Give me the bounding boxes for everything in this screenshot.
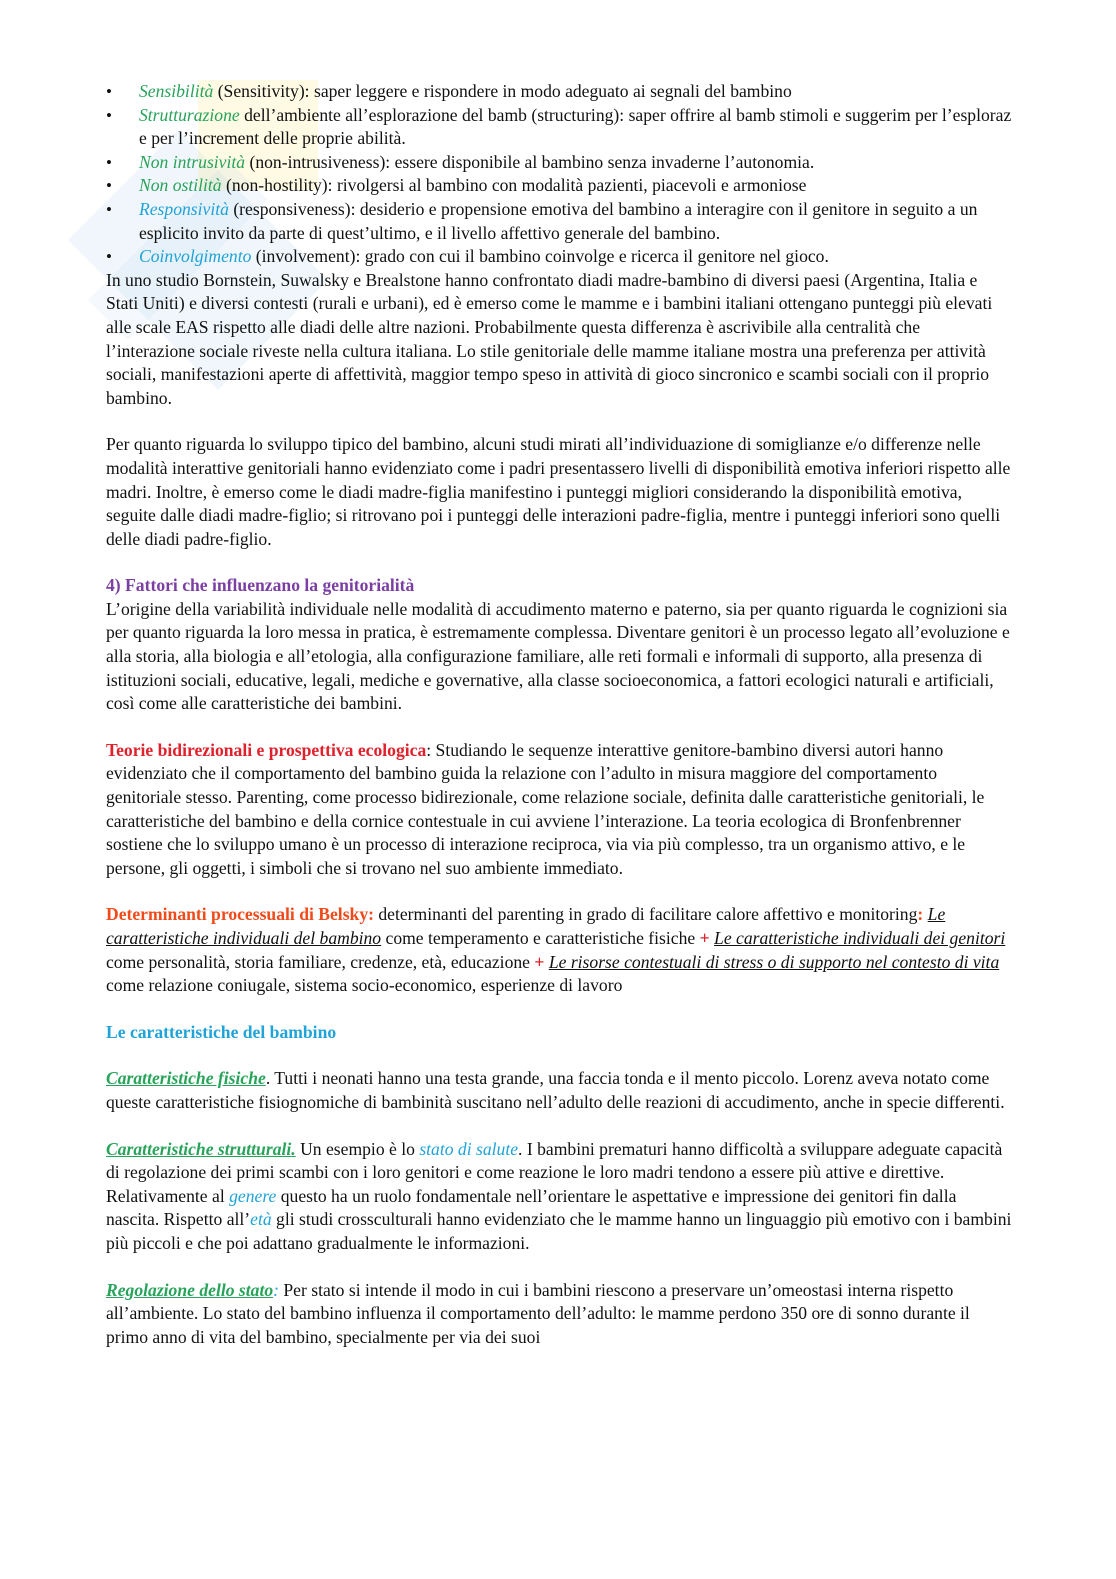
inline-heading: Teorie bidirezionali e prospettiva ecologica [106, 739, 427, 760]
paragraph-study: In uno studio Bornstein, Suwalsky e Brealstone hanno confrontato diadi madre-bambino di diversi paesi (Argentina, Italia e Stati Uniti) e diversi contesti (rurali e urbani), ed è emerso come le mamme e i bambini italiani ottengano punteggi più elevati alle scale EAS rispetto alle diadi delle altre nazioni. Probabilmente questa differenza è ascrivibile alla centralità che l’interazione sociale riveste nella cultura italiana. Lo stile genitoriale delle mamme italiane mostra una preferenza per attività sociali, manifestazioni aperte di affettività, maggior tempo speso in attività di gioco sincronico e scambi sociali con il proprio bambino. [106, 269, 993, 408]
list-item: • Coinvolgimento (involvement): grado con cui il bambino coinvolge e ricerca il genitore nel gioco. [106, 245, 1012, 269]
list-item: • Non intrusività (non-intrusiveness): essere disponibile al bambino senza invaderne l’autonomia. [106, 151, 1012, 175]
inline-heading: Regolazione dello stato [106, 1279, 274, 1300]
term: Non ostilità [139, 175, 222, 196]
paragraph-fisiche: Caratteristiche fisiche. Tutti i neonati hanno una testa grande, una faccia tonda e il mento piccolo. Lorenz aveva notato come queste caratteristiche fisiognomiche di bambinità suscitano nell’adulto delle reazioni di accudimento, anche in specie differenti. [106, 1068, 1005, 1112]
paragraph-development: Per quanto riguarda lo sviluppo tipico del bambino, alcuni studi mirati all’individuazione di somiglianze e/o differenze nelle modalità interattive genitoriali hanno evidenziato come i padri presentassero livelli di disponibilità emotiva inferiori rispetto alle madri. Inoltre, è emerso come le diadi madre-figlia manifestino i punteggi migliori considerando la disponibilità emotiva, seguite dalle diadi madre-figlio; si ritrovano poi i punteggi delle interazioni padre-figlia, mentre i punteggi inferiori sono quelli delle diadi padre-figlio. [106, 434, 1011, 549]
list-item: • Sensibilità (Sensitivity): saper leggere e rispondere in modo adeguato ai segnali del bambino [106, 80, 1012, 104]
paragraph-strutturali: Caratteristiche strutturali. Un esempio è lo stato di salute. I bambini prematuri hanno difficoltà a sviluppare adeguate capacità di regolazione dei primi scambi con i loro genitori e come reazione le loro madri tendono a essere più attive e direttive. Relativamente al genere questo ha un ruolo fondamentale nell’orientare le aspettative e impressione dei genitori fin dalla nascita. Rispetto all’età gli studi crossculturali hanno evidenziato che le mamme hanno un linguaggio più emotivo con i bambini più piccoli e che poi adattano gradualmente le informazioni. [106, 1138, 1012, 1253]
paragraph-belsky: Determinanti processuali di Belsky: determinanti del parenting in grado di facilitare calore affettivo e monitoring: Le caratteristiche individuali del bambino come temperamento e caratteristiche fisiche + Le caratteristiche individuali dei genitori come personalità, storia familiare, credenze, età, educazione + Le risorse contestuali di stress o di supporto nel contesto di vita come relazione coniugale, sistema socio-economico, esperienze di lavoro [106, 904, 1006, 996]
term: Sensibilità [139, 81, 214, 101]
plus-sign: + [699, 928, 710, 948]
keyword: stato di salute [419, 1138, 519, 1159]
paragraph-teorie: Teorie bidirezionali e prospettiva ecologica: Studiando le sequenze interattive genitore-bambino diversi autori hanno evidenziato che il comportamento del bambino guida la relazione con l’adulto in misura maggiore del comportamento genitoriale stesso. Parenting, come processo bidirezionale, come relazione sociale, definita dalle caratteristiche genitoriali, le caratteristiche del bambino e della cornice contestuale in cui avviene l’interazione. La teoria ecologica di Bronfenbrenner sostiene che lo sviluppo umano è un processo di interazione reciproca, via via più complesso, tra un organismo attivo, e le persone, gli oggetti, i simboli che si trovano nel suo ambiente immediato. [106, 739, 985, 878]
document-page [106, 80, 1012, 1349]
term: Responsività [139, 198, 229, 219]
term: Coinvolgimento [139, 246, 252, 267]
list-item: • Responsività (responsiveness): desiderio e propensione emotiva del bambino a interagire con il genitore in seguito a un esplicito invito da parte di quest’ultimo, e il livello affettivo generale del bambino. [106, 198, 1012, 245]
list-item: • Strutturazione dell’ambiente all’esplorazione del bamb (structuring): saper offrire al bamb stimoli e suggerim per l’esploraz e per l’increment delle proprie abilità. [106, 104, 1012, 151]
list-item: • Non ostilità (non-hostility): rivolgersi al bambino con modalità pazienti, piacevoli e armoniose [106, 174, 1012, 198]
underlined-term: Le caratteristiche individuali dei genitori [714, 928, 1006, 948]
plus-sign: + [534, 951, 545, 972]
keyword: genere [229, 1185, 277, 1206]
term: Strutturazione [139, 104, 240, 125]
inline-heading: Caratteristiche strutturali [106, 1138, 292, 1159]
inline-heading: Determinanti processuali di Belsky: [106, 904, 374, 925]
section-heading: Le caratteristiche del bambino [106, 1021, 337, 1042]
keyword: età [250, 1209, 272, 1230]
eas-scales-list [106, 80, 1012, 269]
inline-heading: Caratteristiche fisiche [106, 1068, 266, 1089]
underlined-term: Le caratteristiche individuali del bambino [106, 904, 946, 948]
paragraph-regolazione: Regolazione dello stato: Per stato si intende il modo in cui i bambini riescono a preservare un’omeostasi interna rispetto all’ambiente. Lo stato del bambino influenza il comportamento dell’adulto: le mamme perdono 350 ore di sonno durante il primo anno di vita del bambino, specialmente per via dei suoi [106, 1279, 970, 1347]
term: Non intrusività [139, 151, 246, 172]
paragraph-factors: L’origine della variabilità individuale nelle modalità di accudimento materno e paterno, sia per quanto riguarda le cognizioni sia per quanto riguarda la loro messa in pratica, è estremamente complessa. Diventare genitori è un processo legato all’evoluzione e alla storia, alla biologia e all’etologia, alla configurazione familiare, alle reti formali e informali di supporto, alla presenza di istituzioni sociali, educative, legali, mediche e governative, alla classe socioeconomica, a fattori ecologici naturali e artificiali, così come alle caratteristiche dei bambini. [106, 598, 1010, 714]
underlined-term: Le risorse contestuali di stress o di supporto nel contesto di vita [548, 951, 1000, 972]
section-heading: 4) Fattori che influenzano la genitorialità [106, 575, 415, 596]
